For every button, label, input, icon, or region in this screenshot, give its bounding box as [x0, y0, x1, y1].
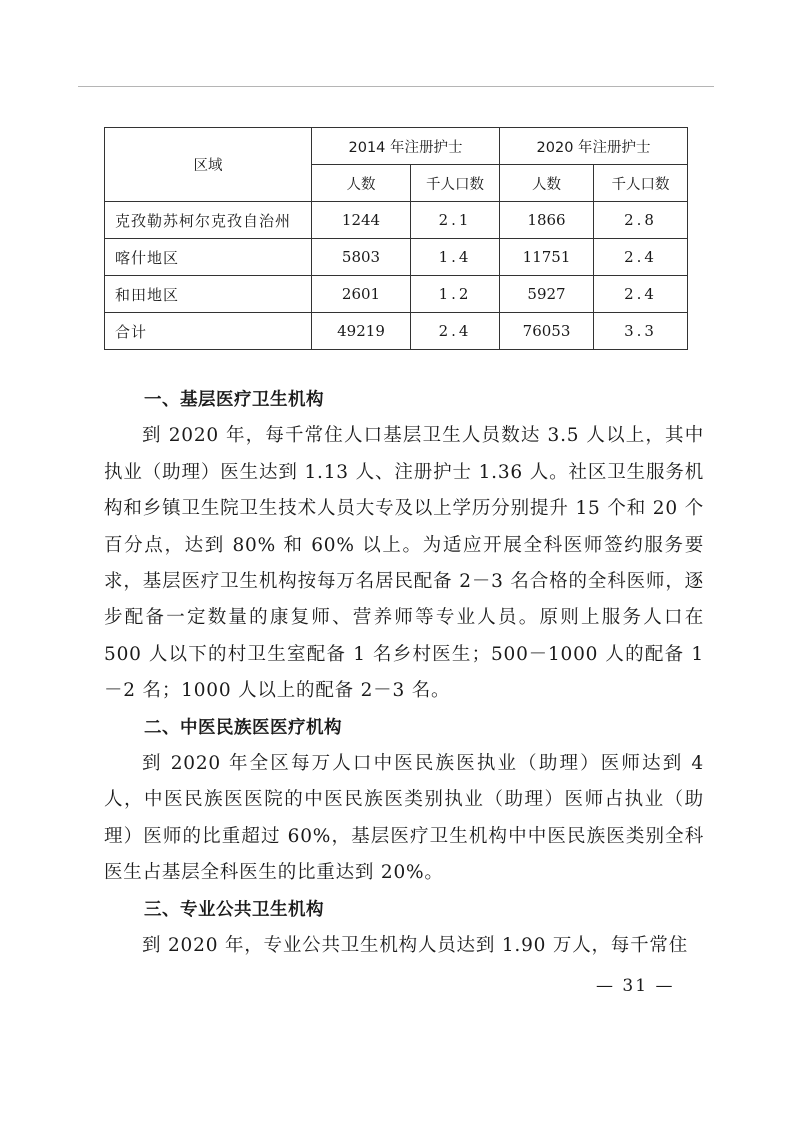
header-region: 区域	[105, 128, 312, 202]
section-heading: 三、专业公共卫生机构	[144, 899, 324, 920]
cell-people-2020: 5927	[500, 276, 594, 313]
cell-people-2014: 2601	[312, 276, 411, 313]
header-per-thousand-2020: 千人口数	[594, 165, 688, 202]
cell-rate-2020: 2.4	[594, 239, 688, 276]
cell-rate-2014: 1.2	[411, 276, 500, 313]
table-row	[105, 202, 688, 239]
table-header-row	[105, 128, 688, 165]
section-paragraph: 到 2020 年，专业公共卫生机构人员达到 1.90 万人，每千常住	[142, 935, 688, 957]
nurse-statistics-table	[104, 127, 688, 350]
cell-rate-2014: 1.4	[411, 239, 500, 276]
cell-region: 喀什地区	[105, 239, 312, 276]
cell-rate-2020: 2.4	[594, 276, 688, 313]
header-rule	[78, 86, 714, 87]
cell-people-2014: 1244	[312, 202, 411, 239]
cell-rate-2020: 3.3	[594, 313, 688, 350]
cell-people-2020: 1866	[500, 202, 594, 239]
section-paragraph: 到 2020 年，每千常住人口基层卫生人员数达 3.5 人以上，其中执业（助理）医生达到 1.13 人、注册护士 1.36 人。社区卫生服务机构和乡镇卫生院卫生技术人员大专及以上学历分别提升 15 个和 20 个百分点，达到 80% 和 60% 以上。为适应开展全科医师签约服务要求，基层医疗卫生机构按每万名居民配备 2－3 名合格的全科医师，逐步配备一定数量的康复师、营养师等专业人员。原则上服务人口在 500 人以下的村卫生室配备 1 名乡村医生；500－1000 人的配备 1－2 名；1000 人以上的配备 2－3 名。	[104, 425, 704, 702]
header-per-thousand-2014: 千人口数	[411, 165, 500, 202]
section-paragraph: 到 2020 年全区每万人口中医民族医执业（助理）医师达到 4 人，中医民族医医院的中医民族医类别执业（助理）医师占执业（助理）医师的比重超过 60%，基层医疗卫生机构中中医民族医类别全科医生占基层全科医生的比重达到 20%。	[104, 753, 704, 884]
document-body	[104, 382, 704, 965]
cell-rate-2020: 2.8	[594, 202, 688, 239]
section-heading: 二、中医民族医医疗机构	[144, 717, 342, 738]
section-heading: 一、基层医疗卫生机构	[144, 390, 324, 410]
cell-rate-2014: 2.4	[411, 313, 500, 350]
cell-people-2020: 76053	[500, 313, 594, 350]
table-row-total	[105, 313, 688, 350]
table-row	[105, 239, 688, 276]
header-people-2014: 人数	[312, 165, 411, 202]
page-number: — 31 —	[596, 976, 675, 996]
cell-people-2020: 11751	[500, 239, 594, 276]
cell-region: 合计	[105, 313, 312, 350]
cell-region: 和田地区	[105, 276, 312, 313]
cell-region: 克孜勒苏柯尔克孜自治州	[105, 202, 312, 239]
header-group-2014: 2014 年注册护士	[312, 128, 500, 165]
header-group-2020: 2020 年注册护士	[500, 128, 688, 165]
header-people-2020: 人数	[500, 165, 594, 202]
cell-people-2014: 49219	[312, 313, 411, 350]
cell-rate-2014: 2.1	[411, 202, 500, 239]
table-row	[105, 276, 688, 313]
cell-people-2014: 5803	[312, 239, 411, 276]
